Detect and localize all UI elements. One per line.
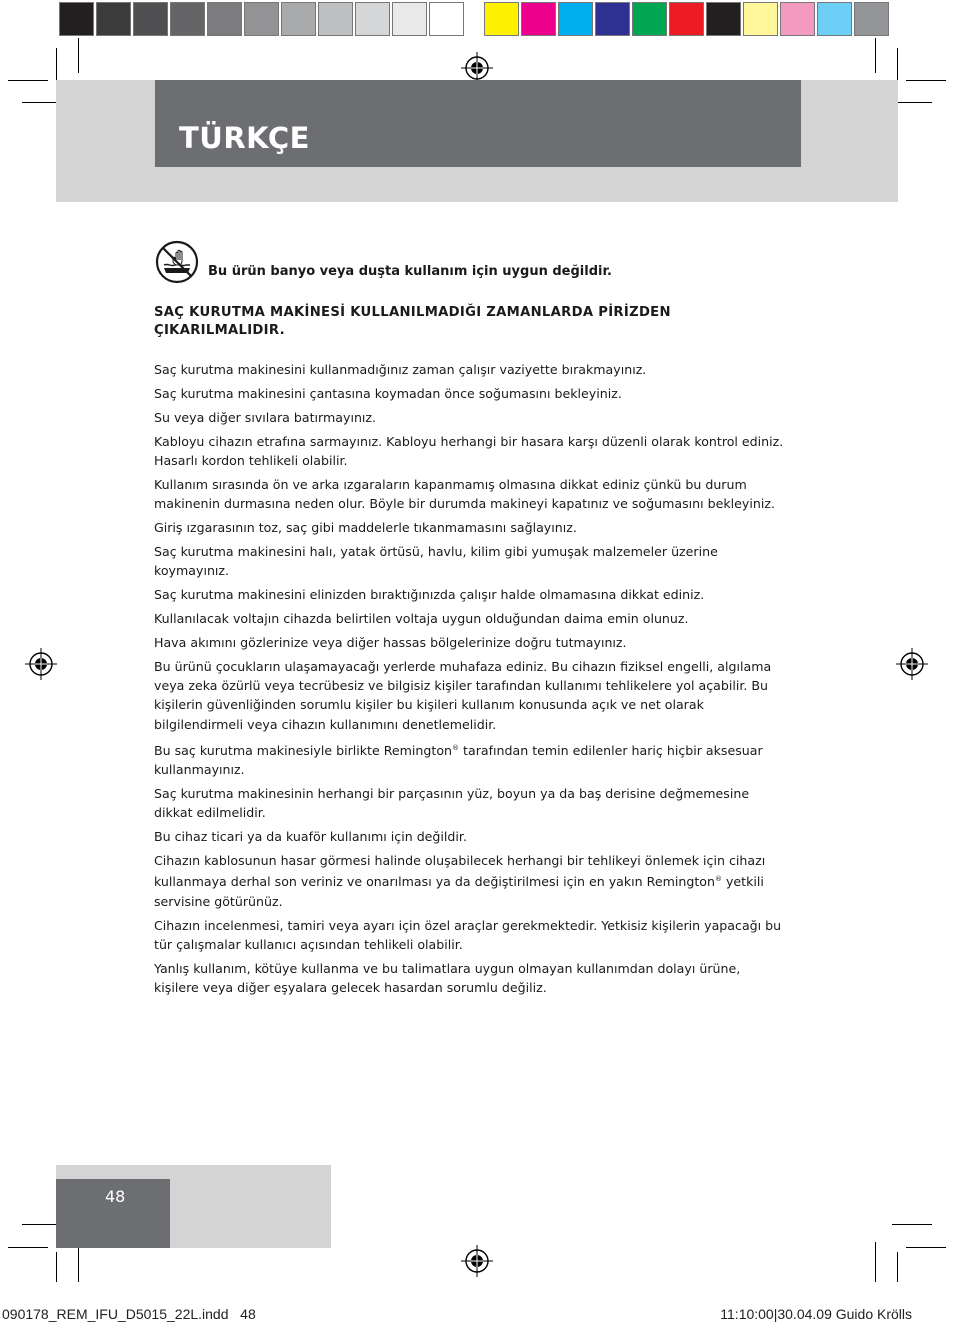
color-swatch (281, 2, 316, 36)
title-box (155, 80, 801, 167)
registered-mark: ® (714, 875, 722, 884)
file-slug: 090178_REM_IFU_D5015_22L.indd 48 (2, 1306, 256, 1322)
paragraph: Saç kurutma makinesini halı, yatak örtüsü, havlu, kilim gibi yumuşak malzemeler üzerine koymayınız. (154, 543, 718, 579)
color-swatch (207, 2, 242, 36)
paragraph: Giriş ızgarasının toz, saç gibi maddelerle tıkanmamasını sağlayınız. (154, 520, 577, 536)
paragraph: Hava akımını gözlerinize veya diğer hassas bölgelerinize doğru tutmayınız. (154, 634, 627, 650)
safety-instructions-list (154, 360, 784, 1002)
crop-mark (906, 80, 946, 81)
color-swatch (59, 2, 94, 36)
color-swatch (484, 2, 519, 36)
color-swatch (595, 2, 630, 36)
paragraph: Kullanılacak voltajın cihazda belirtilen voltaja uygun olduğundan daima emin olunuz. (154, 611, 689, 627)
paragraph-remington-accessories (154, 739, 784, 780)
gray-calibration-bar (59, 2, 466, 38)
paragraph-text: Bu saç kurutma makinesiyle birlikte Remington (154, 742, 453, 758)
paragraph: Saç kurutma makinesini çantasına koymadan önce soğumasını bekleyiniz. (154, 385, 622, 401)
color-swatch (632, 2, 667, 36)
color-swatch (558, 2, 593, 36)
color-swatch (669, 2, 704, 36)
paragraph-text: yetkili servisine götürünüz. (154, 874, 764, 909)
crop-mark (892, 1224, 932, 1225)
crop-mark (78, 38, 79, 73)
color-swatch (817, 2, 852, 36)
crop-mark (875, 1242, 876, 1282)
paragraph: Yanlış kullanım, kötüye kullanma ve bu talimatlara uygun olmayan kullanımdan dolayı ürüne, kişilere veya diğer eşyalara gelecek hasardan sorumlu değiliz. (154, 960, 741, 996)
paragraph: Su veya diğer sıvılara batırmayınız. (154, 409, 377, 425)
crop-mark (892, 102, 932, 103)
color-swatch (244, 2, 279, 36)
registration-mark-icon (25, 648, 57, 680)
color-swatch (133, 2, 168, 36)
paragraph: Saç kurutma makinesini elinizden bıraktığınızda çalışır halde olmamasına dikkat ediniz. (154, 587, 705, 603)
timestamp-slug: 11:10:00|30.04.09 Guido Krölls (720, 1306, 912, 1322)
paragraph: Bu cihaz ticari ya da kuaför kullanımı için değildir. (154, 829, 467, 845)
page-number: 48 (105, 1187, 126, 1206)
crop-mark (906, 1247, 946, 1248)
crop-mark (8, 1247, 48, 1248)
section-heading-line2: ÇIKARILMALIDIR. (154, 323, 285, 338)
paragraph-text: tarafından temin edilenler hariç hiçbir aksesuar kullanmayınız. (154, 742, 763, 778)
color-swatch (743, 2, 778, 36)
paragraph: Cihazın incelenmesi, tamiri veya ayarı için özel araçlar gerekmektedir. Yetkisiz kişilerin yapacağı bu tür çalışmalar kullanıcı açısından tehlikeli olabilir. (154, 917, 782, 952)
color-swatch (521, 2, 556, 36)
crop-mark (8, 80, 48, 81)
color-swatch (854, 2, 889, 36)
paragraph: Saç kurutma makinesinin herhangi bir parçasının yüz, boyun ya da baş derisine değmemesine dikkat edilmelidir. (154, 785, 750, 821)
registration-mark-icon (461, 1245, 493, 1277)
crop-mark (78, 1242, 79, 1282)
section-heading-line1: SAÇ KURUTMA MAKİNESİ KULLANILMADIĞI ZAMANLARDA PİRİZDEN (154, 305, 671, 320)
color-swatch (706, 2, 741, 36)
color-swatch (170, 2, 205, 36)
registration-mark-icon (896, 648, 928, 680)
color-swatch (780, 2, 815, 36)
paragraph: Kabloyu cihazın etrafına sarmayınız. Kabloyu herhangi bir hasara karşı düzenli olarak kontrol ediniz. Hasarlı kordon tehlikeli olabilir. (154, 433, 784, 468)
paragraph: Bu ürünü çocukların ulaşamayacağı yerlerde muhafaza ediniz. Bu cihazın fiziksel engelli, algılama veya zeka özürlü veya tecrübesiz ve bilgisiz kişiler tarafından kullanımı tehlikelere yol açabilir. Bu kişilerin güvenliğinden sorumlu kişiler bu kişileri kullanım konusunda açık ve net olarak bilgilendirmeli veya cihazın kullanımını denetlemelidir. (154, 658, 772, 732)
color-swatch (355, 2, 390, 36)
paragraph-text: Cihazın kablosunun hasar görmesi halinde oluşabilecek herhangi bir tehlikeyi önlemek için cihazı kullanmaya derhal son veriniz ve onarılması ya da değiştirilmesi için en yakın Remington (154, 853, 766, 890)
registered-mark: ® (452, 743, 460, 752)
section-heading (154, 304, 794, 340)
crop-mark (875, 38, 876, 73)
paragraph: Saç kurutma makinesini kullanmadığınız zaman çalışır vaziyette bırakmayınız. (154, 362, 647, 377)
color-calibration-bar (484, 2, 891, 38)
crop-mark (897, 1252, 898, 1282)
color-swatch (96, 2, 131, 36)
warning-text: Bu ürün banyo veya duşta kullanım için uygun değildir. (208, 264, 612, 279)
color-swatch (318, 2, 353, 36)
paragraph-remington-service (154, 851, 784, 911)
page-title: TÜRKÇE (179, 121, 310, 155)
color-swatch (392, 2, 427, 36)
color-swatch (429, 2, 464, 36)
page-number-box (56, 1179, 170, 1248)
no-bath-shower-icon (155, 240, 199, 284)
paragraph: Kullanım sırasında ön ve arka ızgaraların kapanmamış olmasına dikkat ediniz çünkü bu durum makinenin durmasına neden olur. Böyle bir durumda makineyi kapatınız ve soğumasını bekleyiniz. (154, 476, 775, 512)
crop-mark (56, 1252, 57, 1282)
